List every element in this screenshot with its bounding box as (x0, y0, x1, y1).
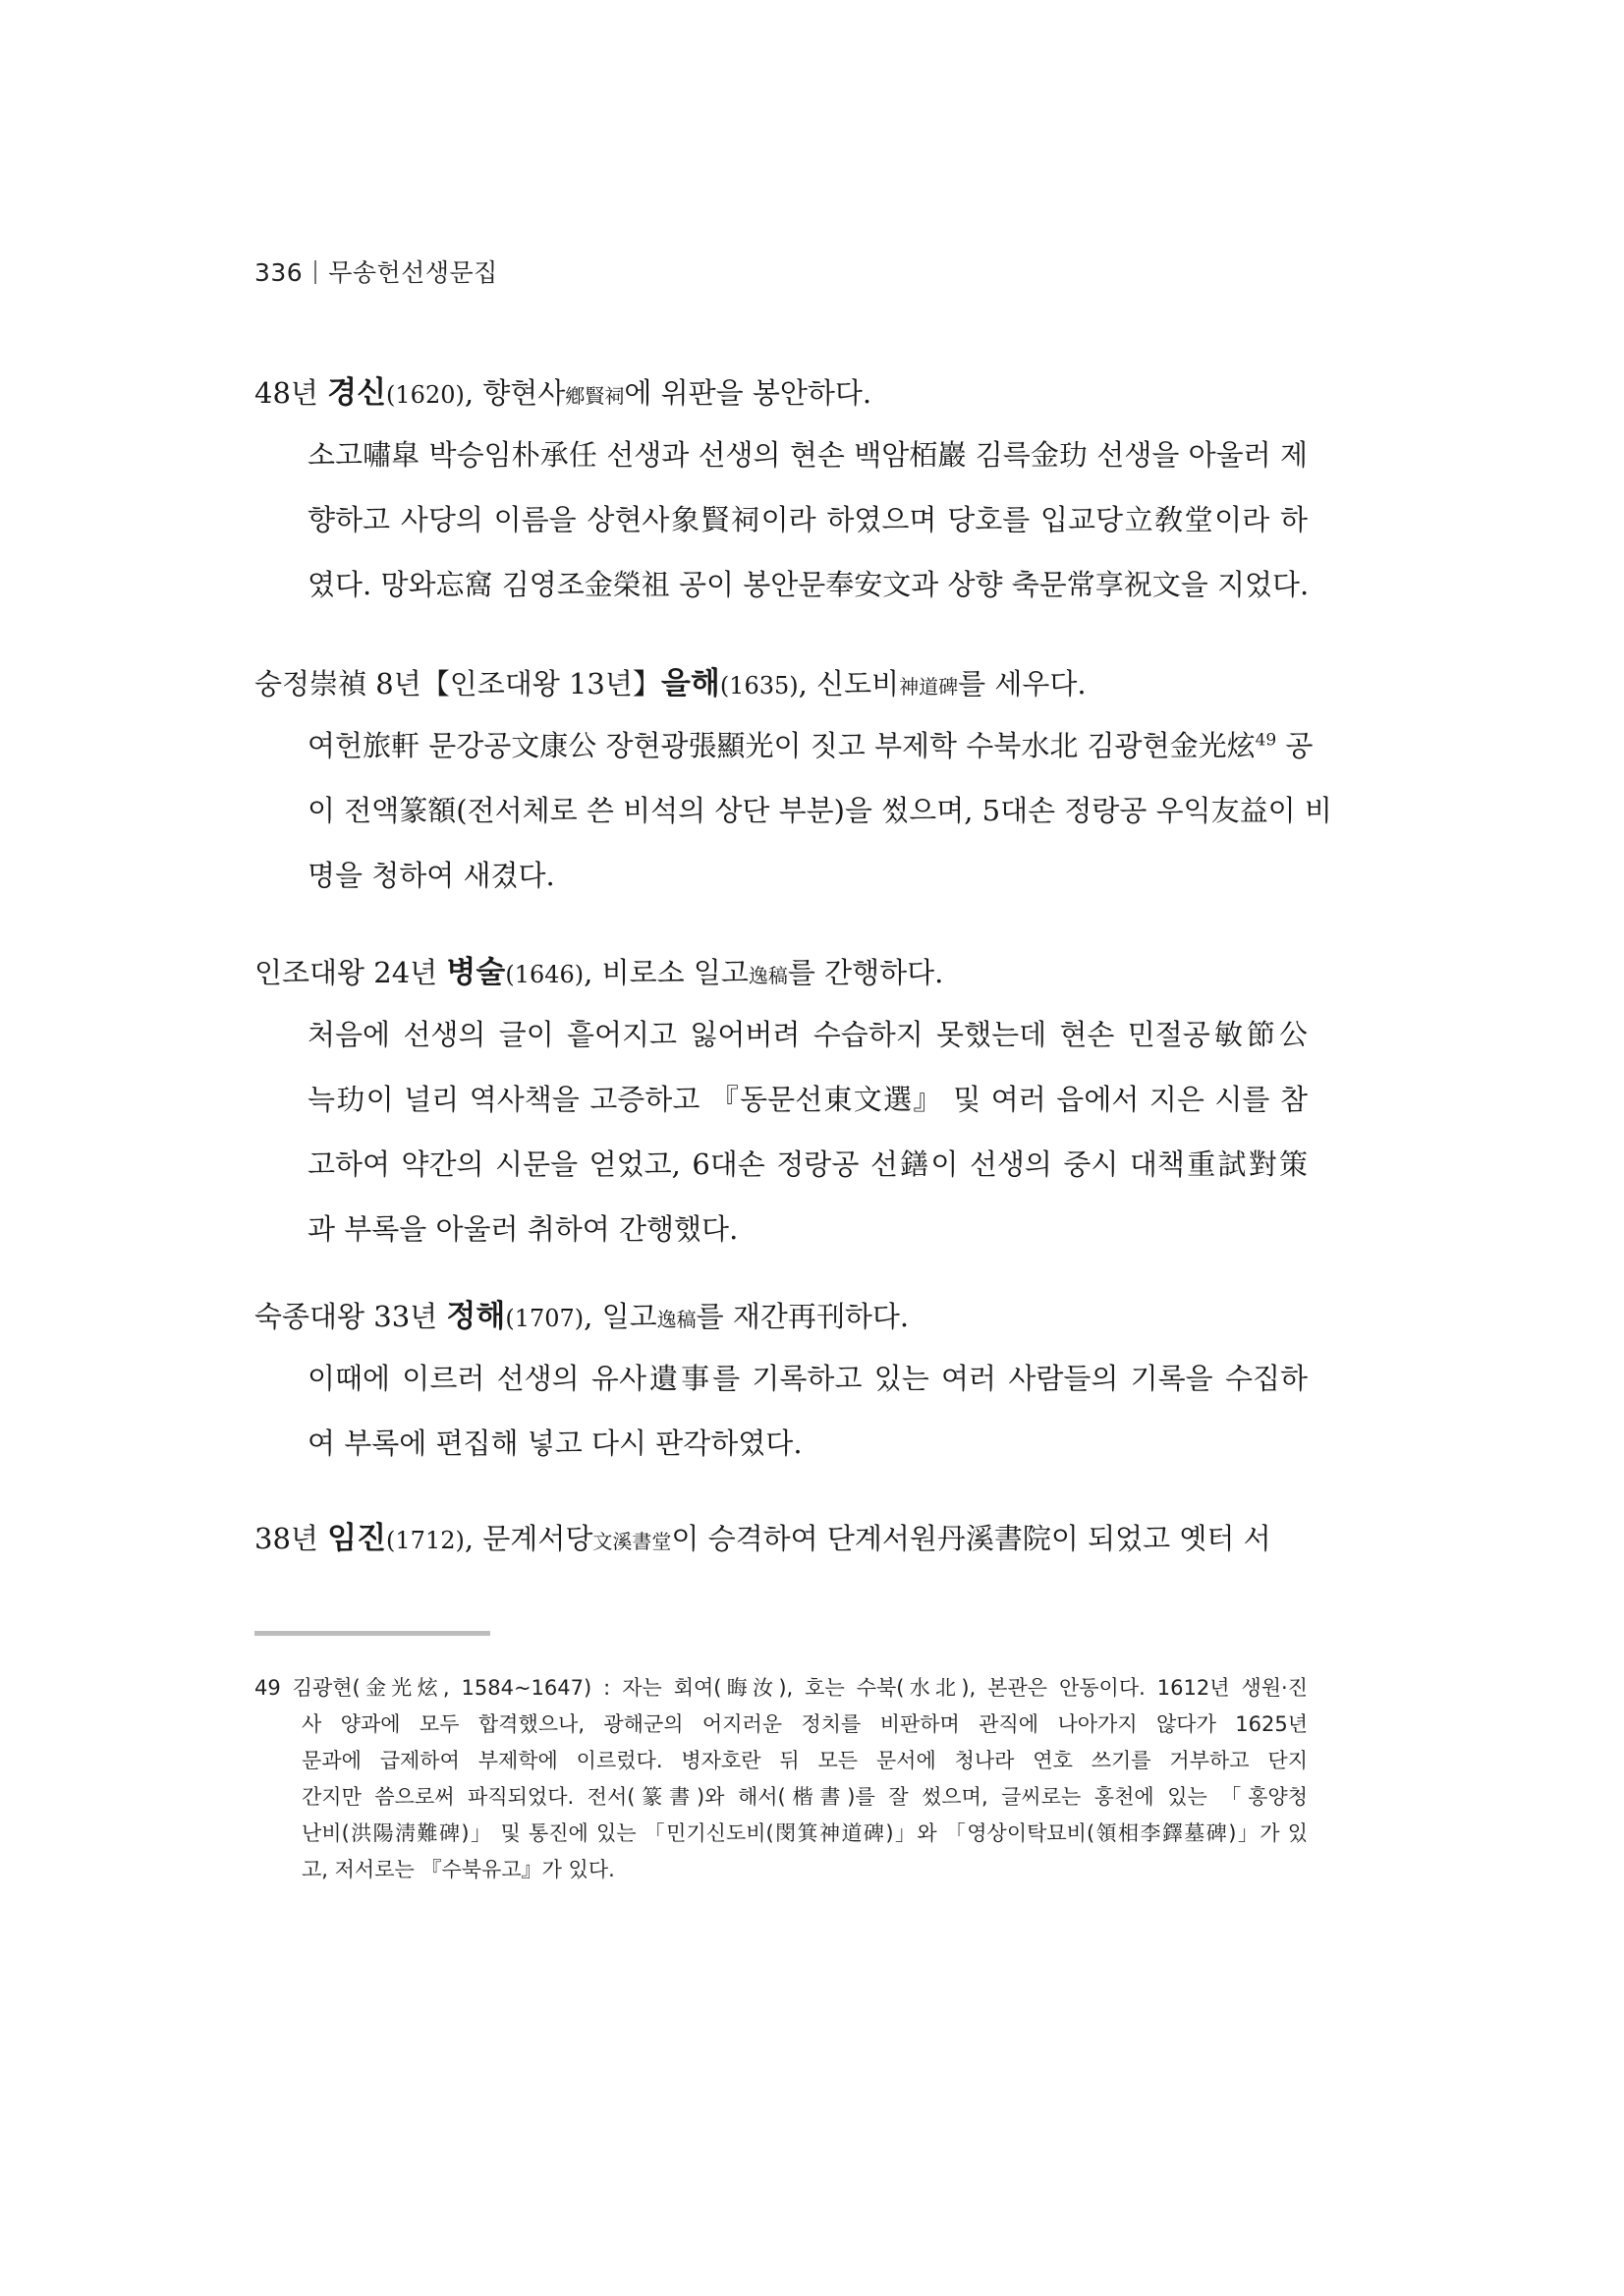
body-line: 명을 청하여 새겼다. (308, 859, 555, 892)
heading-hanja: 鄕賢祠 (565, 384, 625, 408)
entry-1635 (254, 664, 1332, 895)
header-divider (314, 260, 316, 284)
body-line: 늑玏이 널리 역사책을 고증하고 『동문선東文選』 및 여러 읍에서 지은 시를 참 (308, 1083, 1308, 1116)
heading-prefix: 48년 (254, 376, 328, 410)
footnote-49 (254, 1670, 1308, 1888)
year-number: (1712) (386, 1527, 465, 1554)
footnote-ref-49[interactable]: 49 (1255, 730, 1277, 751)
ganji-year: 임진 (327, 1521, 387, 1556)
footnote-line: 간지만 씀으로써 파직되었다. 전서(篆書)와 해서(楷書)를 잘 썼으며, 글씨로는 홍천에 있는 「홍양청 (302, 1785, 1308, 1809)
footnote-line: 49 김광현(金光炫, 1584~1647) : 자는 회여(晦汝), 호는 수북(水北), 본관은 안동이다. 1612년 생원·진 (254, 1676, 1308, 1700)
body-line: 이때에 이르러 선생의 유사遺事를 기록하고 있는 여러 사람들의 기록을 수집하 (308, 1362, 1308, 1395)
year-number: (1707) (505, 1305, 585, 1332)
entry-heading (254, 953, 1308, 995)
heading-hanja: 文溪書堂 (592, 1530, 672, 1553)
year-number: (1635) (719, 672, 799, 700)
ganji-year: 병술 (446, 955, 506, 990)
body-line: 향하고 사당의 이름을 상현사象賢祠이라 하였으며 당호를 입교당立敎堂이라 하 (308, 503, 1308, 536)
ganji-year: 을해 (660, 666, 720, 701)
body-line: 과 부록을 아울러 취하여 간행했다. (308, 1212, 739, 1246)
heading-prefix: 38년 (254, 1522, 328, 1555)
running-header (254, 253, 498, 289)
entry-1707 (254, 1297, 1308, 1463)
heading-text-end: 를 간행하다. (787, 956, 944, 989)
heading-prefix: 인조대왕 24년 (254, 956, 447, 989)
body-line: 소고嘯皐 박승임朴承任 선생과 선생의 현손 백암栢巖 김륵金玏 선생을 아울러 제 (308, 438, 1308, 472)
book-title: 무송헌선생문집 (328, 258, 498, 287)
footnote-line: 난비(洪陽淸難碑)」 및 통진에 있는 「민기신도비(閔箕神道碑)」와 「영상이탁묘비(領相李鐸墓碑)」가 있 (302, 1821, 1308, 1845)
heading-text: , 신도비 (798, 667, 900, 700)
heading-text-end: 를 재간再刊하다. (696, 1300, 910, 1333)
ganji-year: 경신 (327, 375, 387, 411)
page-number: 336 (254, 258, 304, 287)
heading-text-end: 이 승격하여 단계서원丹溪書院이 되었고 옛터 서 (671, 1522, 1271, 1555)
heading-text: , 비로소 일고 (584, 956, 749, 989)
body-line: 처음에 선생의 글이 흩어지고 잃어버려 수습하지 못했는데 현손 민절공敏節公 (308, 1018, 1308, 1051)
entry-heading (254, 664, 1308, 706)
body-line: 여 부록에 편집해 넣고 다시 판각하였다. (308, 1427, 803, 1460)
body-line: 이 전액篆額(전서체로 쓴 비석의 상단 부분)을 썼으며, 5대손 정랑공 우익友益이 비 (308, 794, 1332, 827)
footnote-line: 고, 저서로는 『수북유고』가 있다. (302, 1858, 615, 1881)
heading-prefix: 숙종대왕 33년 (254, 1300, 447, 1333)
heading-hanja: 神道碑 (899, 675, 959, 699)
heading-text-end: 를 세우다. (958, 667, 1087, 700)
heading-prefix: 숭정崇禎 8년【인조대왕 13년】 (254, 667, 661, 700)
heading-text: , 향현사 (464, 376, 566, 410)
heading-text-end: 에 위판을 봉안하다. (624, 376, 872, 410)
heading-hanja: 逸稿 (748, 964, 788, 987)
entry-1646 (254, 953, 1308, 1249)
entry-1712 (254, 1519, 1308, 1561)
body-line: 였다. 망와忘窩 김영조金榮祖 공이 봉안문奉安文과 상향 축문常享祝文을 지었다. (308, 568, 1310, 601)
year-number: (1646) (505, 961, 585, 988)
footnote-line: 문과에 급제하여 부제학에 이르렀다. 병자호란 뒤 모든 문서에 청나라 연호 쓰기를 거부하고 단지 (302, 1749, 1308, 1772)
body-text: 여헌旅軒 문강공文康公 장현광張顯光이 짓고 부제학 수북水北 김광현金光炫 (308, 729, 1256, 762)
ganji-year: 정해 (446, 1299, 506, 1334)
body-line: 고하여 약간의 시문을 얻었고, 6대손 정랑공 선鐥이 선생의 중시 대책重試對策 (308, 1148, 1308, 1181)
entry-heading (254, 1297, 1308, 1339)
footnote-divider (254, 1631, 490, 1636)
heading-text: , 문계서당 (464, 1522, 593, 1555)
entry-heading (254, 1519, 1308, 1561)
entry-heading (254, 373, 1308, 416)
year-number: (1620) (386, 381, 465, 409)
body-line (254, 726, 1314, 765)
footnote-line: 사 양과에 모두 합격했으나, 광해군의 어지러운 정치를 비판하며 관직에 나아가지 않다가 1625년 (302, 1712, 1308, 1736)
heading-text: , 일고 (584, 1300, 657, 1333)
heading-hanja: 逸稿 (656, 1308, 697, 1331)
entry-1620 (254, 373, 1308, 604)
body-text-tail: 공 (1276, 729, 1314, 762)
